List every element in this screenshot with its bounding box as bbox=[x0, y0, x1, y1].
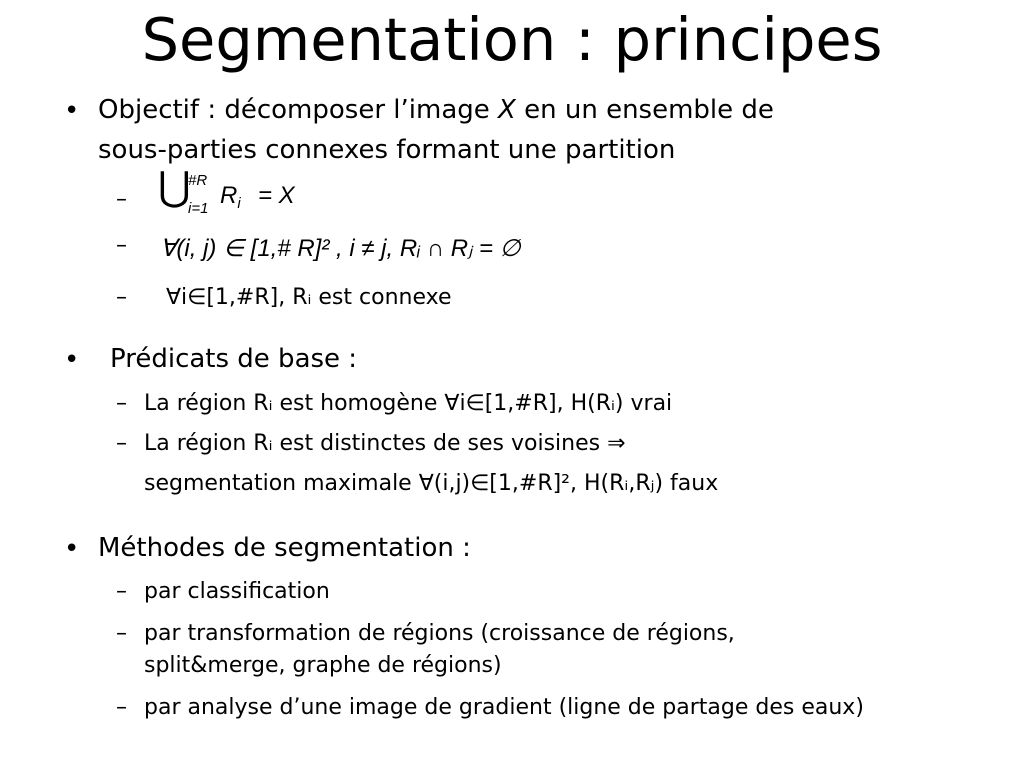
predicats-heading: Prédicats de base : bbox=[110, 344, 358, 374]
methode-item-2-line-2: split&merge, graphe de régions) bbox=[144, 653, 502, 678]
dash-marker: – bbox=[116, 431, 127, 456]
union-lower-bound: i=1 bbox=[188, 200, 209, 217]
bullet-marker: • bbox=[64, 96, 80, 126]
predicat-item-2-line-1: La région Rᵢ est distinctes de ses voisines ⇒ bbox=[144, 431, 626, 456]
formula-disjoint: ∀(i, j) ∈ [1,# R]² , i ≠ j, Rᵢ ∩ Rⱼ = ∅ bbox=[160, 235, 521, 262]
dash-marker: – bbox=[116, 579, 127, 604]
objectif-text-pre: Objectif : décomposer l’image bbox=[98, 95, 499, 125]
formula-connexe: ∀i∈[1,#R], Rᵢ est connexe bbox=[166, 285, 452, 310]
dash-marker: – bbox=[116, 187, 127, 212]
slide-title: Segmentation : principes bbox=[141, 5, 883, 74]
methode-item-2-line-1: par transformation de régions (croissance de régions, bbox=[144, 621, 735, 646]
bullet-marker: • bbox=[64, 534, 80, 564]
union-rhs: = X bbox=[258, 182, 295, 209]
methodes-heading: Méthodes de segmentation : bbox=[98, 533, 471, 563]
methode-item-3: par analyse d’une image de gradient (ligne de partage des eaux) bbox=[144, 695, 864, 720]
formula-union bbox=[158, 164, 318, 222]
dash-marker: – bbox=[116, 285, 127, 310]
objectif-line-1 bbox=[98, 94, 774, 126]
dash-marker: – bbox=[116, 695, 127, 720]
union-symbol-icon: ⋃ bbox=[158, 164, 191, 210]
methode-item-1: par classification bbox=[144, 579, 330, 604]
bullet-marker: • bbox=[64, 345, 80, 375]
objectif-text-post: en un ensemble de bbox=[515, 95, 774, 125]
dash-marker: – bbox=[116, 233, 127, 258]
union-body: $R_i$ bbox=[220, 182, 241, 213]
objectif-var-x: X bbox=[498, 95, 516, 125]
dash-marker: – bbox=[116, 391, 127, 416]
dash-marker: – bbox=[116, 621, 127, 646]
objectif-line-2: sous-parties connexes formant une partition bbox=[98, 135, 676, 165]
predicat-item-1: La région Rᵢ est homogène ∀i∈[1,#R], H(Rᵢ) vrai bbox=[144, 391, 673, 416]
predicat-item-2-line-2: segmentation maximale ∀(i,j)∈[1,#R]², H(Rᵢ,Rⱼ) faux bbox=[144, 471, 719, 496]
union-upper-bound: #R bbox=[188, 172, 208, 189]
